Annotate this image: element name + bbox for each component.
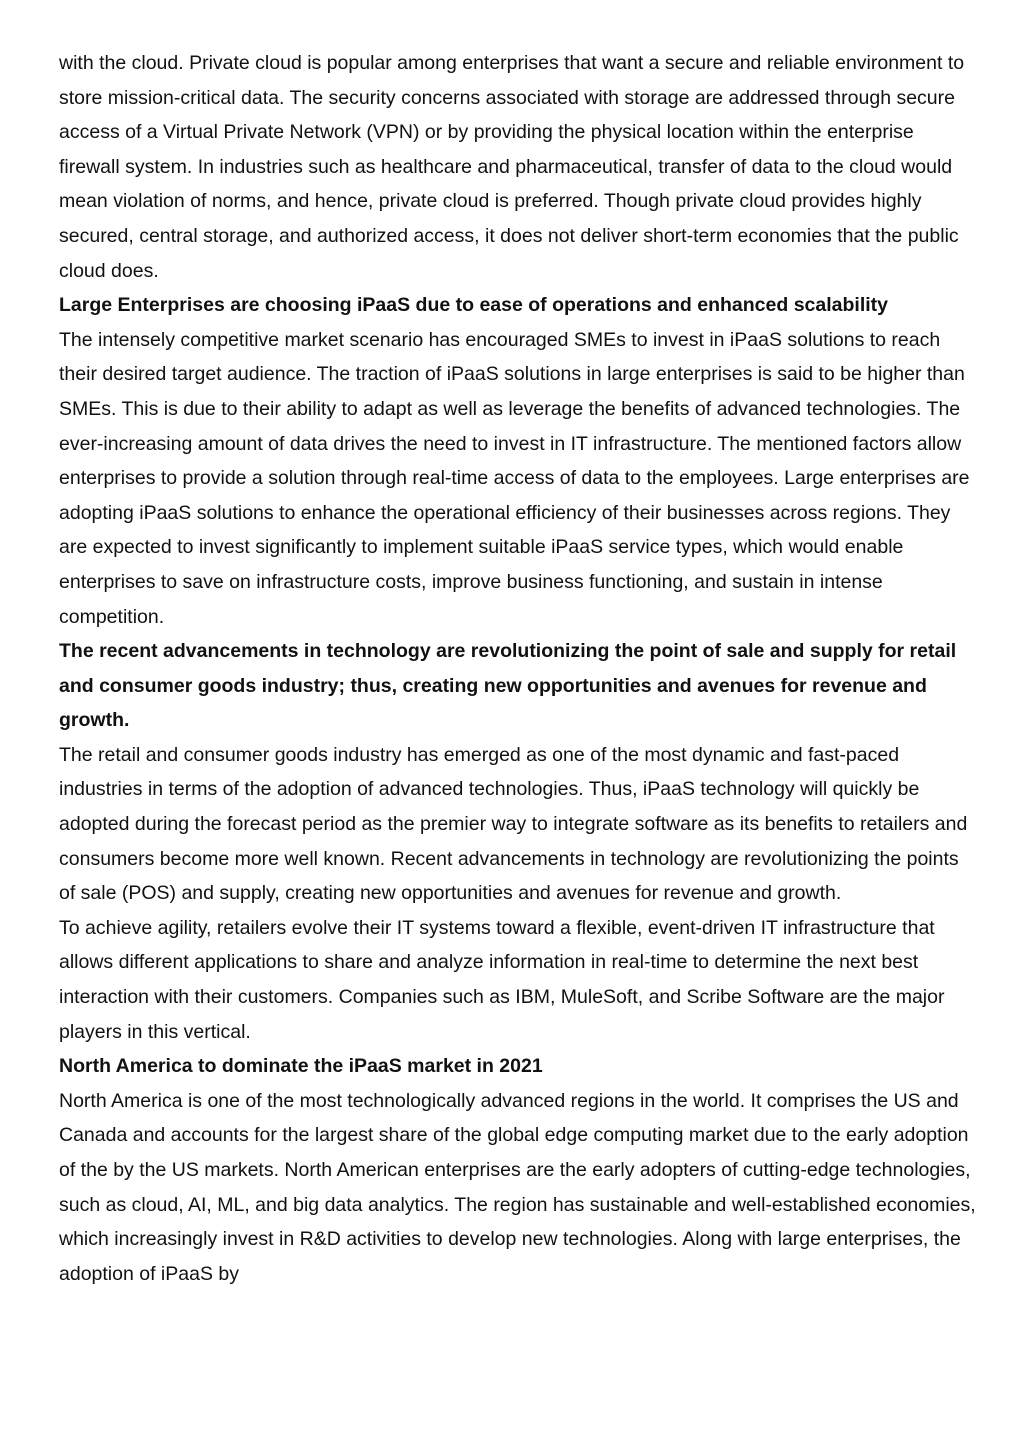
paragraph-private-cloud: with the cloud. Private cloud is popular among enterprises that want a secure and reliable environment to store mission-critical data. The security concerns associated with storage are addressed through secure access of a Virtual Private Network (VPN) or by providing the physical location within the enterprise firewall system. In industries such as healthcare and pharmaceutical, transfer of data to the cloud would mean violation of norms, and hence, private cloud is preferred. Though private cloud provides highly secured, central storage, and authorized access, it does not deliver short-term economies that the public cloud does. bbox=[59, 52, 965, 282]
heading-north-america: North America to dominate the iPaaS market in 2021 bbox=[59, 1055, 543, 1078]
paragraph-north-america: North America is one of the most technologically advanced regions in the world. It comprises the US and Canada and accounts for the largest share of the global edge computing market due to the early adoption of the by the US markets. North American enterprises are the early adopters of cutting-edge technologies, such as cloud, AI, ML, and big data analytics. The region has sustainable and well-established economies, which increasingly invest in R&D activities to develop new technologies. Along with large enterprises, the adoption of iPaaS by bbox=[59, 1089, 976, 1285]
paragraph-large-enterprises: The intensely competitive market scenario has encouraged SMEs to invest in iPaaS solutions to reach their desired target audience. The traction of iPaaS solutions in large enterprises is said to be higher than SMEs. This is due to their ability to adapt as well as leverage the benefits of advanced technologies. The ever-increasing amount of data drives the need to invest in IT infrastructure. The mentioned factors allow enterprises to provide a solution through real-time access of data to the employees. Large enterprises are adopting iPaaS solutions to enhance the operational efficiency of their businesses across regions. They are expected to invest significantly to implement suitable iPaaS service types, which would enable enterprises to save on infrastructure costs, improve business functioning, and sustain in intense competition. bbox=[59, 328, 970, 628]
paragraph-retail-agility: To achieve agility, retailers evolve their IT systems toward a flexible, event-driven IT infrastructure that allows different applications to share and analyze information in real-time to determine the next best interaction with their customers. Companies such as IBM, MuleSoft, and Scribe Software are the major players in this vertical. bbox=[59, 916, 945, 1043]
heading-large-enterprises: Large Enterprises are choosing iPaaS due to ease of operations and enhanced scalability bbox=[59, 294, 889, 317]
paragraph-retail-industry: The retail and consumer goods industry has emerged as one of the most dynamic and fast-paced industries in terms of the adoption of advanced technologies. Thus, iPaaS technology will quickly be adopted during the forecast period as the premier way to integrate software as its benefits to retailers and consumers become more well known. Recent advancements in technology are revolutionizing the points of sale (POS) and supply, creating new opportunities and avenues for revenue and growth. bbox=[59, 743, 968, 905]
document-page bbox=[59, 46, 979, 1291]
heading-retail-advancements: The recent advancements in technology are revolutionizing the point of sale and supply for retail and consumer goods industry; thus, creating new opportunities and avenues for revenue and growth. bbox=[59, 640, 957, 732]
